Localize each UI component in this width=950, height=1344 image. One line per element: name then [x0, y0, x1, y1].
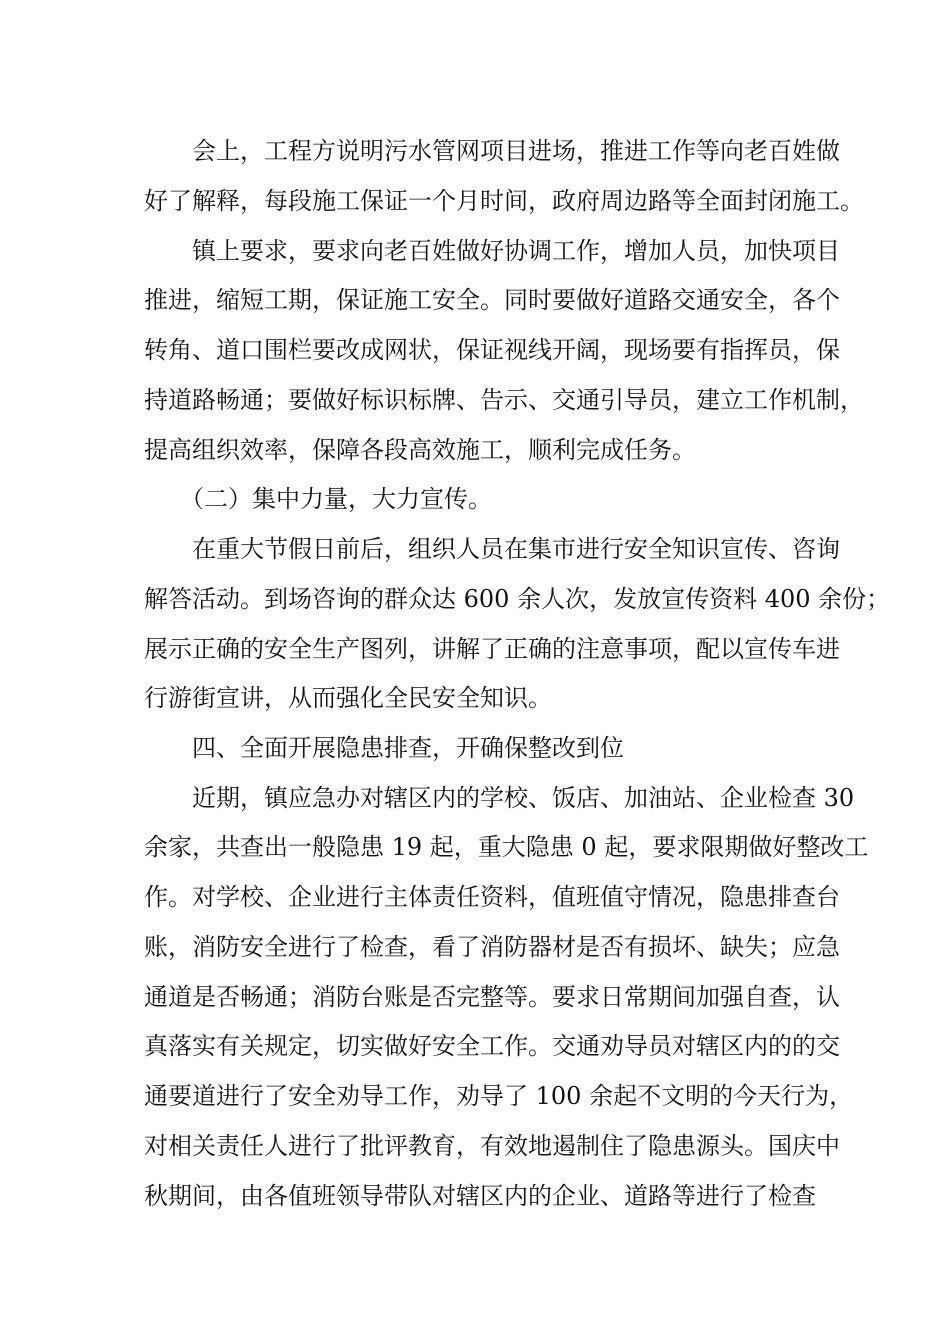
paragraph-line: 通要道进行了安全劝导工作，劝导了 100 余起不文明的今天行为，	[144, 1082, 854, 1110]
paragraph-line: 近期，镇应急办对辖区内的学校、饭店、加油站、企业检查 30	[192, 784, 855, 812]
paragraph-line: 真落实有关规定，切实做好安全工作。交通劝导员对辖区内的的交	[144, 1032, 840, 1060]
paragraph-line: 转角、道口围栏要改成网状，保证视线开阔，现场要有指挥员，保	[144, 336, 840, 364]
section-heading: 四、全面开展隐患排查，开确保整改到位	[192, 734, 624, 762]
paragraph-line: 提高组织效率，保障各段高效施工，顺利完成任务。	[144, 436, 696, 464]
section-heading: （二）集中力量，大力宣传。	[180, 485, 492, 513]
paragraph-line: 通道是否畅通；消防台账是否完整等。要求日常期间加强自查，认	[144, 983, 840, 1011]
paragraph-line: 余家，共查出一般隐患 19 起，重大隐患 0 起，要求限期做好整改工	[144, 833, 869, 861]
paragraph-line: 镇上要求，要求向老百姓做好协调工作，增加人员，加快项目	[192, 237, 840, 265]
paragraph-line: 展示正确的安全生产图列，讲解了正确的注意事项，配以宣传车进	[144, 635, 840, 663]
paragraph-line: 对相关责任人进行了批评教育，有效地遏制住了隐患源头。国庆中	[144, 1132, 840, 1160]
paragraph-line: 在重大节假日前后，组织人员在集市进行安全知识宣传、咨询	[192, 535, 840, 563]
paragraph-line: 持道路畅通；要做好标识标牌、告示、交通引导员，建立工作机制，	[144, 386, 864, 414]
paragraph-line: 作。对学校、企业进行主体责任资料，值班值守情况，隐患排查台	[144, 883, 840, 911]
paragraph-line: 账，消防安全进行了检查，看了消防器材是否有损坏、缺失；应急	[144, 933, 840, 961]
paragraph-line: 行游街宣讲，从而强化全民安全知识。	[144, 684, 552, 712]
paragraph-line: 好了解释，每段施工保证一个月时间，政府周边路等全面封闭施工。	[144, 187, 864, 215]
paragraph-line: 推进，缩短工期，保证施工安全。同时要做好道路交通安全，各个	[144, 286, 840, 314]
paragraph-line: 解答活动。到场咨询的群众达 600 余人次，发放宣传资料 400 余份；	[144, 585, 891, 613]
paragraph-line: 秋期间，由各值班领导带队对辖区内的企业、道路等进行了检查	[144, 1182, 816, 1210]
paragraph-line: 会上，工程方说明污水管网项目进场，推进工作等向老百姓做	[192, 137, 840, 165]
